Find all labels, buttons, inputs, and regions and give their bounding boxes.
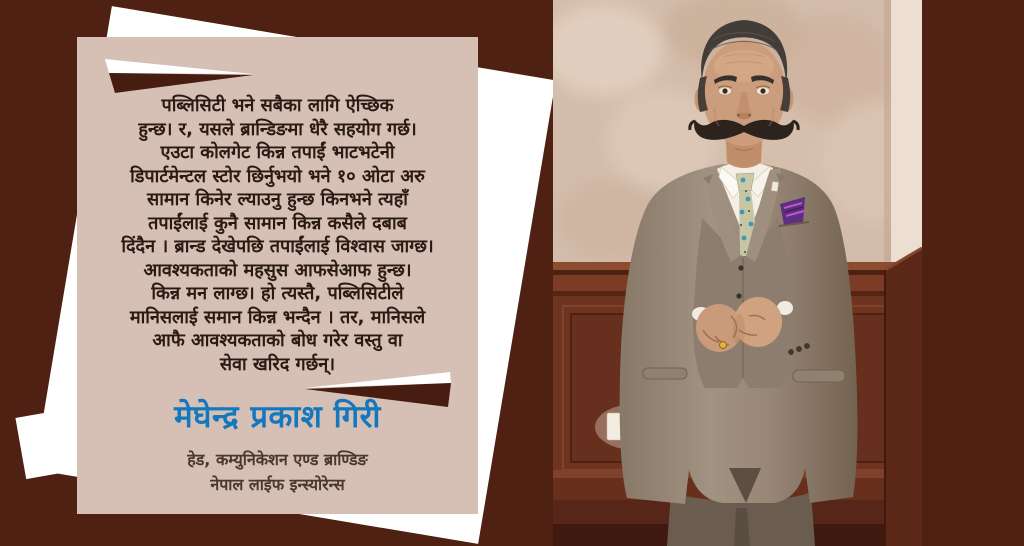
portrait-photo-art: [553, 0, 922, 546]
wall-light-strip: [891, 0, 922, 270]
quote-line: दिंदैन । ब्रान्ड देखेपछि तपाईंलाई विश्वास जाग्छ।: [121, 236, 434, 257]
quote-line: सेवा खरिद गर्छन्।: [219, 353, 336, 375]
person-name: मेघेन्द्र प्रकाश गिरी: [174, 399, 381, 435]
wall-corner-shadow: [884, 0, 891, 270]
quote-line: एउटा कोलगेट किन्न तपाईं भाटभटेनी: [160, 142, 395, 163]
lapel-pin: [771, 182, 778, 192]
pennant-accent-right: [300, 368, 455, 410]
portrait-photo: [553, 0, 922, 546]
quote-line: आफै आवश्यकताको बोध गरेर वस्तु वा: [152, 330, 403, 351]
quote-line: आवश्यकताको महसुस आफसेआफ हुन्छ।: [143, 259, 412, 281]
wood-post: [885, 248, 922, 546]
quote-line: डिपार्टमेन्टल स्टोर छिर्नुभयो भने १० ओटा अरु: [130, 165, 425, 187]
person-role-block: [77, 447, 478, 497]
person-role: हेड, कम्युनिकेशन एण्ड ब्राण्डिङ: [187, 450, 368, 469]
quote-line: सामान किनेर ल्याउनु हुन्छ किनभने त्यहाँ: [147, 189, 408, 210]
pennant-brown-wedge: [109, 73, 253, 93]
pennant-accent-left: [100, 55, 260, 100]
person-organization: नेपाल लाईफ इन्स्योरेन्स: [210, 475, 345, 494]
pennant-white-wedge: [105, 59, 253, 74]
quote-line: मानिसलाई समान किन्न भन्दैन । तर, मानिसले: [129, 306, 426, 328]
quote-line: तपाईंलाई कुनै सामान किन्न कसैले दबाब: [148, 212, 407, 234]
quote-line: पब्लिसिटी भने सबैका लागि ऐच्छिक: [161, 95, 394, 116]
quote-card: [77, 37, 478, 514]
quote-line: किन्न मन लाग्छ। हो त्यस्तै, पब्लिसिटीले: [151, 283, 404, 304]
quote-text: [85, 94, 470, 376]
quote-line: हुन्छ। र, यसले ब्रान्डिङमा धेरै सहयोग गर्छ।: [138, 118, 417, 140]
gold-ring: [720, 342, 727, 349]
